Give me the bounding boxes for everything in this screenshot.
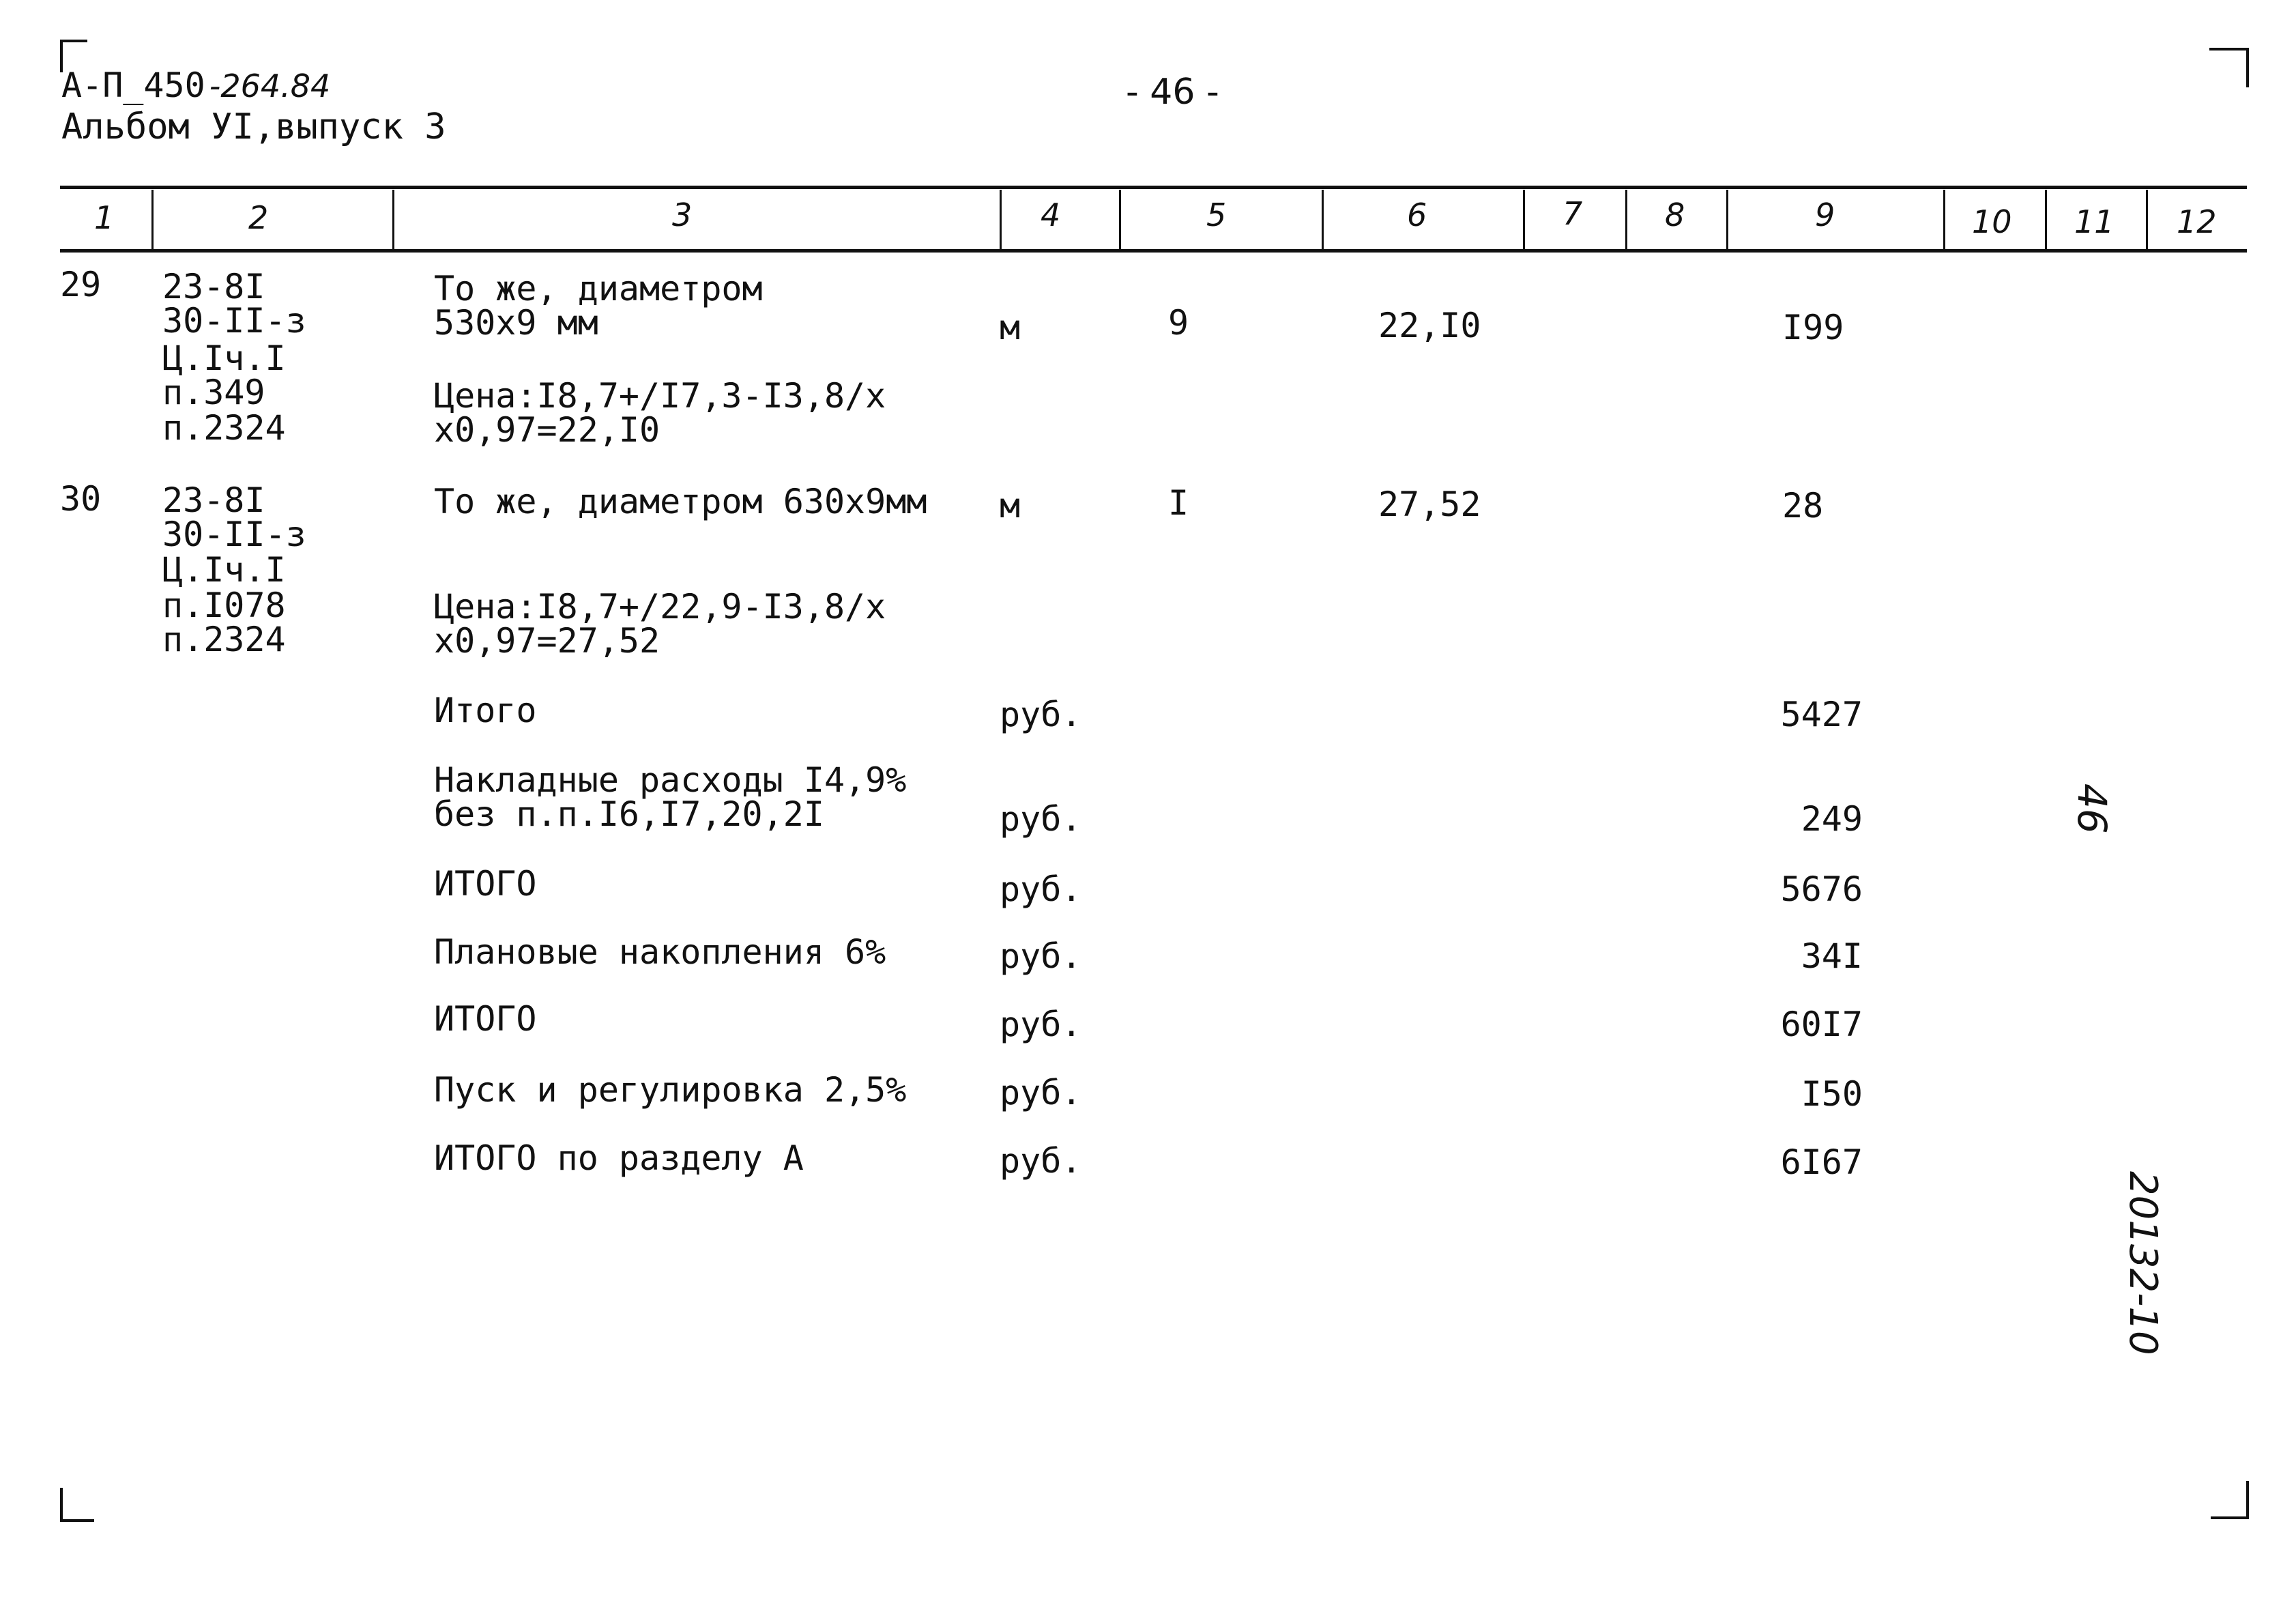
column-separator <box>151 190 154 251</box>
row-ref: п.I078 <box>162 586 286 625</box>
row-total: 28 <box>1782 486 1824 526</box>
row-quantity: 9 <box>1168 303 1189 343</box>
summary-total: I50 <box>1801 1074 1863 1114</box>
summary-unit: руб. <box>1000 869 1082 909</box>
column-header: 6 <box>1407 197 1427 233</box>
summary-unit: руб. <box>1000 1141 1082 1181</box>
summary-unit: руб. <box>1000 799 1082 839</box>
column-separator <box>392 190 394 251</box>
summary-unit: руб. <box>1000 1073 1082 1112</box>
summary-label: ИТОГО <box>434 999 537 1039</box>
margin-archive-code: 20132-10 <box>2121 1171 2165 1355</box>
column-header: 12 <box>2177 203 2217 240</box>
column-separator <box>1523 190 1525 251</box>
summary-label: Пуск и регулировка 2,5% <box>434 1070 907 1110</box>
column-separator <box>2045 190 2047 251</box>
corner-mark-bottom-left <box>60 1488 94 1522</box>
row-unit-price: 22,I0 <box>1378 306 1481 345</box>
column-separator <box>1943 190 1945 251</box>
row-ref: п.349 <box>162 373 265 412</box>
column-header: 3 <box>672 197 693 233</box>
row-total: I99 <box>1782 308 1844 347</box>
column-header: 4 <box>1041 197 1061 233</box>
row-ref: 23-8I <box>162 267 265 306</box>
row-ref: Ц.Iч.I <box>162 550 286 590</box>
row-unit: м <box>1000 486 1021 526</box>
summary-unit: руб. <box>1000 936 1082 976</box>
column-header: 5 <box>1206 197 1227 233</box>
row-ref: 23-8I <box>162 480 265 520</box>
table-top-rule <box>60 186 2247 189</box>
summary-total: 5676 <box>1780 869 1863 909</box>
column-separator <box>1000 190 1002 251</box>
row-ref: п.2324 <box>162 408 286 448</box>
summary-label: Итого <box>434 691 537 730</box>
row-quantity: I <box>1168 483 1189 523</box>
row-ref: п.2324 <box>162 620 286 659</box>
row-ref: Ц.Iч.I <box>162 339 286 378</box>
row-price-formula: Цена:I8,7+/I7,3-I3,8/х <box>434 376 886 416</box>
column-header: 2 <box>248 199 269 236</box>
row-ref: 30-II-з <box>162 301 306 341</box>
doc-code-typed: А-П_450 <box>61 66 205 105</box>
column-separator <box>1119 190 1121 251</box>
row-price-formula: х0,97=22,I0 <box>434 410 660 450</box>
summary-label: Плановые накопления 6% <box>434 932 886 972</box>
summary-unit: руб. <box>1000 695 1082 734</box>
summary-total: 249 <box>1801 799 1863 839</box>
summary-label: Накладные расходы I4,9% <box>434 760 907 800</box>
corner-mark-top-right <box>2209 48 2249 87</box>
corner-mark-bottom-right <box>2211 1481 2249 1519</box>
row-description: То же, диаметром 630х9мм <box>434 482 927 521</box>
summary-unit: руб. <box>1000 1005 1082 1044</box>
row-description: 530х9 мм <box>434 303 598 343</box>
column-header: 9 <box>1815 197 1835 233</box>
column-header: 1 <box>94 199 115 236</box>
row-unit: м <box>1000 308 1021 347</box>
summary-label: ИТОГО <box>434 864 537 904</box>
summary-total: 60I7 <box>1780 1005 1863 1044</box>
column-header: 8 <box>1665 197 1685 233</box>
column-separator <box>1322 190 1324 251</box>
album-title: Альбом УI,выпуск 3 <box>61 106 446 147</box>
row-unit-price: 27,52 <box>1378 485 1481 524</box>
summary-label: без п.п.I6,I7,20,2I <box>434 794 824 834</box>
page-number: - 46 - <box>1126 72 1219 113</box>
margin-page-mark: 46 <box>2069 783 2115 834</box>
row-description: То же, диаметром <box>434 269 763 308</box>
row-price-formula: х0,97=27,52 <box>434 621 660 661</box>
doc-code <box>61 66 331 105</box>
summary-total: 6I67 <box>1780 1142 1863 1182</box>
column-header: 10 <box>1972 203 2012 240</box>
row-ref: 30-II-з <box>162 515 306 554</box>
column-separator <box>1625 190 1627 251</box>
summary-total: 5427 <box>1780 695 1863 734</box>
doc-code-handwritten: -264.84 <box>209 68 331 104</box>
row-price-formula: Цена:I8,7+/22,9-I3,8/х <box>434 587 886 627</box>
row-number: 30 <box>60 479 102 519</box>
table-header-bottom-rule <box>60 249 2247 253</box>
row-number: 29 <box>60 265 102 304</box>
column-header: 7 <box>1563 195 1583 232</box>
summary-total: 34I <box>1801 936 1863 976</box>
column-separator <box>1726 190 1728 251</box>
column-header: 11 <box>2074 203 2115 240</box>
summary-label: ИТОГО по разделу А <box>434 1138 804 1178</box>
column-separator <box>2146 190 2148 251</box>
